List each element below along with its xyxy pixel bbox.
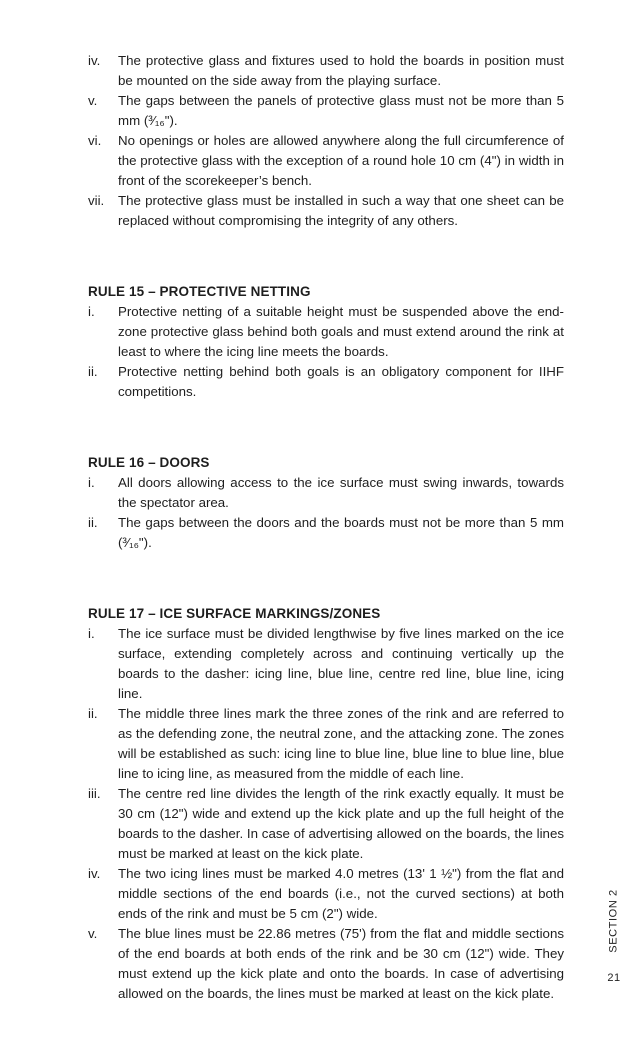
list-item <box>88 302 564 362</box>
item-number: iv. <box>88 53 101 68</box>
item-text: The middle three lines mark the three zones of the rink and are referred to as the defending zone, the neutral zone, and the attacking zone. The zones will be established as such: icing line to blue line, blue line to blue line, blue line to icing line, as measured from the middle of each line. <box>118 706 564 781</box>
item-text: The two icing lines must be marked 4.0 metres (13' 1 ½") from the flat and middle sections of the end boards (i.e., not the curved sections) at both ends of the rink and must be 5 cm (2") wide. <box>118 866 564 921</box>
item-text: The ice surface must be divided lengthwise by five lines marked on the ice surface, extending completely across and continuing vertically up the boards to the dasher: icing line, blue line, centre red line, blue line, icing line. <box>118 626 564 701</box>
item-number: ii. <box>88 364 98 379</box>
list-item <box>88 473 564 513</box>
rule-15-heading: RULE 15 – PROTECTIVE NETTING <box>88 284 311 299</box>
rule-17-section <box>88 604 564 1004</box>
item-number: vi. <box>88 133 102 148</box>
list-item <box>88 704 564 784</box>
item-number: ii. <box>88 706 98 721</box>
list-item <box>88 51 564 91</box>
list-item <box>88 191 564 231</box>
item-number: i. <box>88 475 95 490</box>
list-item <box>88 362 564 402</box>
item-number: v. <box>88 926 98 941</box>
page-number: 21 <box>607 972 621 984</box>
list-item <box>88 864 564 924</box>
rule-17-heading: RULE 17 – ICE SURFACE MARKINGS/ZONES <box>88 606 381 621</box>
item-number: iii. <box>88 786 101 801</box>
item-number: ii. <box>88 515 98 530</box>
item-text: The protective glass must be installed in such a way that one sheet can be replaced without compromising the integrity of any others. <box>118 193 564 228</box>
list-item <box>88 924 564 1004</box>
item-number: iv. <box>88 866 101 881</box>
item-text: The blue lines must be 22.86 metres (75') from the flat and middle sections of the end boards at both ends of the rink and be 30 cm (12") wide. They must extend up the kick plate and onto the boards. In case of advertising allowed on the boards, the lines must be marked at least on the kick plate. <box>118 926 564 1001</box>
item-text: The gaps between the doors and the boards must not be more than 5 mm (³⁄₁₆"). <box>118 515 564 550</box>
item-text: The gaps between the panels of protective glass must not be more than 5 mm (³⁄₁₆"). <box>118 93 564 128</box>
rule-15-section <box>88 282 564 402</box>
item-text: All doors allowing access to the ice surface must swing inwards, towards the spectator area. <box>118 475 564 510</box>
page-content <box>88 51 564 1055</box>
glass-rule-continuation <box>88 51 564 231</box>
section-label-text: SECTION 2 <box>608 889 620 953</box>
section-label <box>602 876 626 966</box>
list-item <box>88 131 564 191</box>
item-number: v. <box>88 93 98 108</box>
item-text: Protective netting behind both goals is an obligatory component for IIHF competitions. <box>118 364 564 399</box>
item-text: No openings or holes are allowed anywhere along the full circumference of the protective glass with the exception of a round hole 10 cm (4") in width in front of the scorekeeper’s bench. <box>118 133 564 188</box>
list-item <box>88 784 564 864</box>
rule-16-heading: RULE 16 – DOORS <box>88 455 210 470</box>
list-item <box>88 91 564 131</box>
list-item <box>88 513 564 553</box>
item-number: vii. <box>88 193 105 208</box>
rule-16-section <box>88 453 564 553</box>
item-text: The protective glass and fixtures used to hold the boards in position must be mounted on the side away from the playing surface. <box>118 53 564 88</box>
item-text: The centre red line divides the length of the rink exactly equally. It must be 30 cm (12") wide and extend up the kick plate and up the full height of the boards to the dasher. In case of advertising allowed on the boards, the lines must be marked at least on the kick plate. <box>118 786 564 861</box>
item-number: i. <box>88 304 95 319</box>
item-number: i. <box>88 626 95 641</box>
list-item <box>88 624 564 704</box>
item-text: Protective netting of a suitable height must be suspended above the end-zone protective glass behind both goals and must extend around the rink at least to where the icing line meets the boards. <box>118 304 564 359</box>
